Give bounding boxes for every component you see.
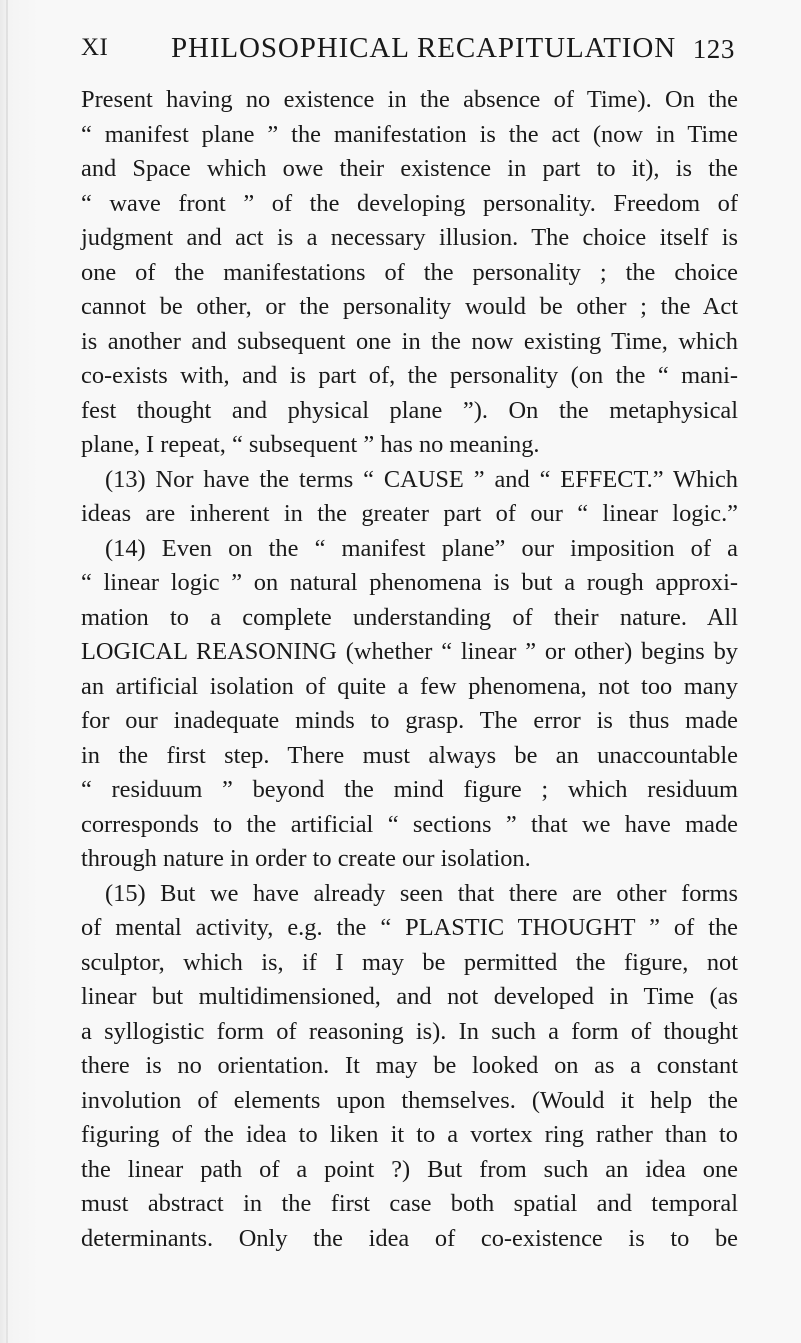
running-header [81, 34, 735, 74]
page-gutter [6, 0, 8, 1343]
text-line: involution of elements upon themselves. (Would it help the [81, 1086, 738, 1114]
text-line: cannot be other, or the personality would be other ; the Act [81, 293, 738, 320]
text-line: is another and subsequent one in the now existing Time, which [81, 327, 738, 355]
text-line: through nature in order to create our isolation. [81, 845, 531, 872]
text-line: LOGICAL REASONING (whether “ linear ” or other) begins by [81, 638, 738, 665]
text-line: (14) Even on the “ manifest plane” our imposition of a [105, 534, 738, 562]
text-line: sculptor, which is, if I may be permitted the figure, not [81, 948, 738, 976]
text-line: co-exists with, and is part of, the personality (on the “ mani- [81, 362, 738, 389]
text-line: plane, I repeat, “ subsequent ” has no meaning. [81, 431, 540, 458]
text-line: and Space which owe their existence in part to it), is the [81, 155, 738, 182]
text-line: Present having no existence in the absence of Time). On the [81, 86, 738, 113]
text-line: figuring of the idea to liken it to a vortex ring rather than to [81, 1121, 738, 1148]
text-line: “ wave front ” of the developing personality. Freedom of [81, 189, 738, 217]
text-line: a syllogistic form of reasoning is). In such a form of thought [81, 1017, 738, 1045]
page-number: 123 [692, 34, 735, 64]
text-line: one of the manifestations of the personality ; the choice [81, 258, 738, 286]
text-line: for our inadequate minds to grasp. The error is thus made [81, 707, 738, 734]
text-line: mation to a complete understanding of their nature. All [81, 603, 738, 631]
text-line: of mental activity, e.g. the “ PLASTIC THOUGHT ” of the [81, 914, 738, 941]
chapter-number: XI [81, 34, 109, 61]
body-text [81, 83, 738, 1256]
text-line: there is no orientation. It may be looked on as a constant [81, 1052, 738, 1079]
text-line: (13) Nor have the terms “ CAUSE ” and “ EFFECT.” Which [105, 465, 738, 493]
text-line: the linear path of a point ?) But from such an idea one [81, 1155, 738, 1183]
text-line: in the first step. There must always be an unaccountable [81, 741, 738, 769]
text-line: “ linear logic ” on natural phenomena is but a rough approxi- [81, 569, 738, 596]
text-line: “ residuum ” beyond the mind figure ; which residuum [81, 776, 738, 803]
text-line: linear but multidimensioned, and not developed in Time (as [81, 983, 738, 1010]
text-line: fest thought and physical plane ”). On the metaphysical [81, 396, 738, 424]
text-line: an artificial isolation of quite a few phenomena, not too many [81, 672, 738, 700]
text-line: “ manifest plane ” the manifestation is the act (now in Time [81, 120, 738, 148]
text-line: must abstract in the first case both spatial and temporal [81, 1190, 738, 1217]
running-title: PHILOSOPHICAL RECAPITULATION [171, 32, 677, 64]
text-line: ideas are inherent in the greater part of our “ linear logic.” [81, 500, 738, 527]
text-line: (15) But we have already seen that there are other forms [105, 879, 738, 907]
text-line: determinants. Only the idea of co-existence is to be [81, 1224, 738, 1252]
text-line: judgment and act is a necessary illusion. The choice itself is [81, 224, 738, 251]
text-line: corresponds to the artificial “ sections ” that we have made [81, 810, 738, 838]
